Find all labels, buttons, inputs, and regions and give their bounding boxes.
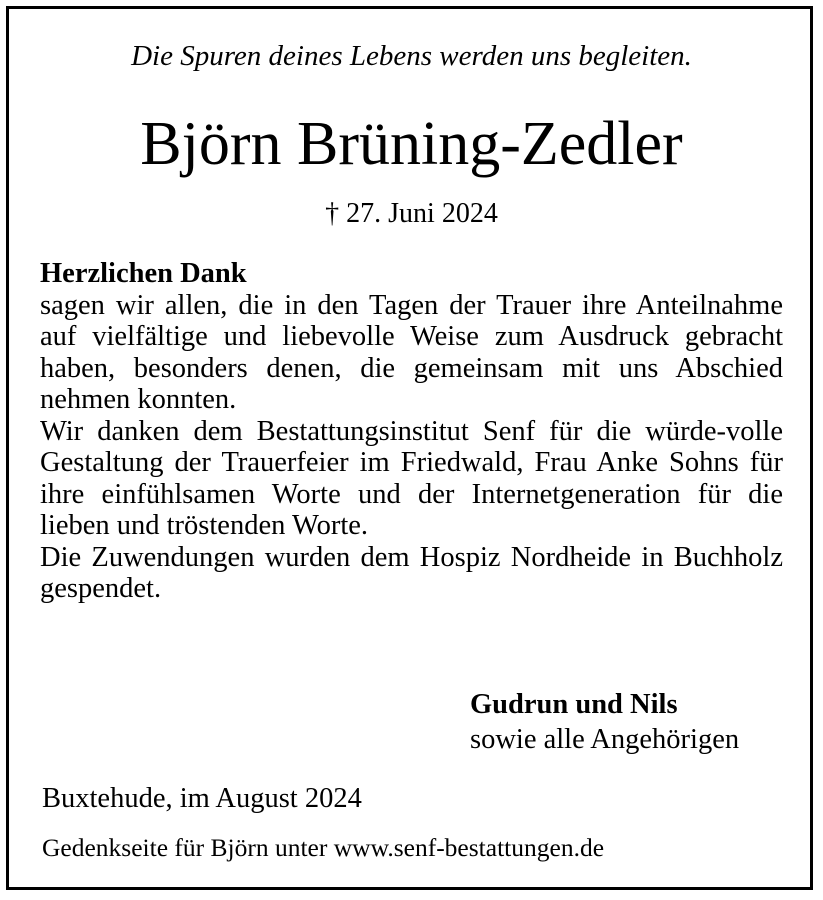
signature-block (470, 688, 739, 756)
paragraph-donations: Die Zuwendungen wurden dem Hospiz Nordheide in Buchholz gespendet. (40, 541, 783, 604)
memorial-page-note: Gedenkseite für Björn unter www.senf-bestattungen.de (42, 833, 605, 862)
signers-names: Gudrun und Nils (470, 689, 678, 720)
paragraph-institute: Wir danken dem Bestattungsinstitut Senf für die würde-volle Gestaltung der Trauerfeier im Friedwald, Frau Anke Sohns für ihre einfühlsamen Worte und der Internetgeneration für die lieben und tröstenden Worte. (40, 415, 783, 541)
thanks-text (40, 258, 783, 605)
motto: Die Spuren deines Lebens werden uns begleiten. (131, 40, 692, 72)
place-and-date: Buxtehude, im August 2024 (42, 783, 362, 814)
signers-relatives: sowie alle Angehörigen (470, 724, 740, 755)
paragraph-thanks: sagen wir allen, die in den Tagen der Trauer ihre Anteilnahme auf vielfältige und liebevolle Weise zum Ausdruck gebracht haben, besonders denen, die gemeinsam mit uns Abschied nehmen konnten. (40, 289, 783, 415)
thanks-heading: Herzlichen Dank (40, 258, 247, 289)
death-date: † 27. Juni 2024 (325, 198, 498, 229)
deceased-name: Björn Brüning-Zedler (140, 110, 683, 178)
